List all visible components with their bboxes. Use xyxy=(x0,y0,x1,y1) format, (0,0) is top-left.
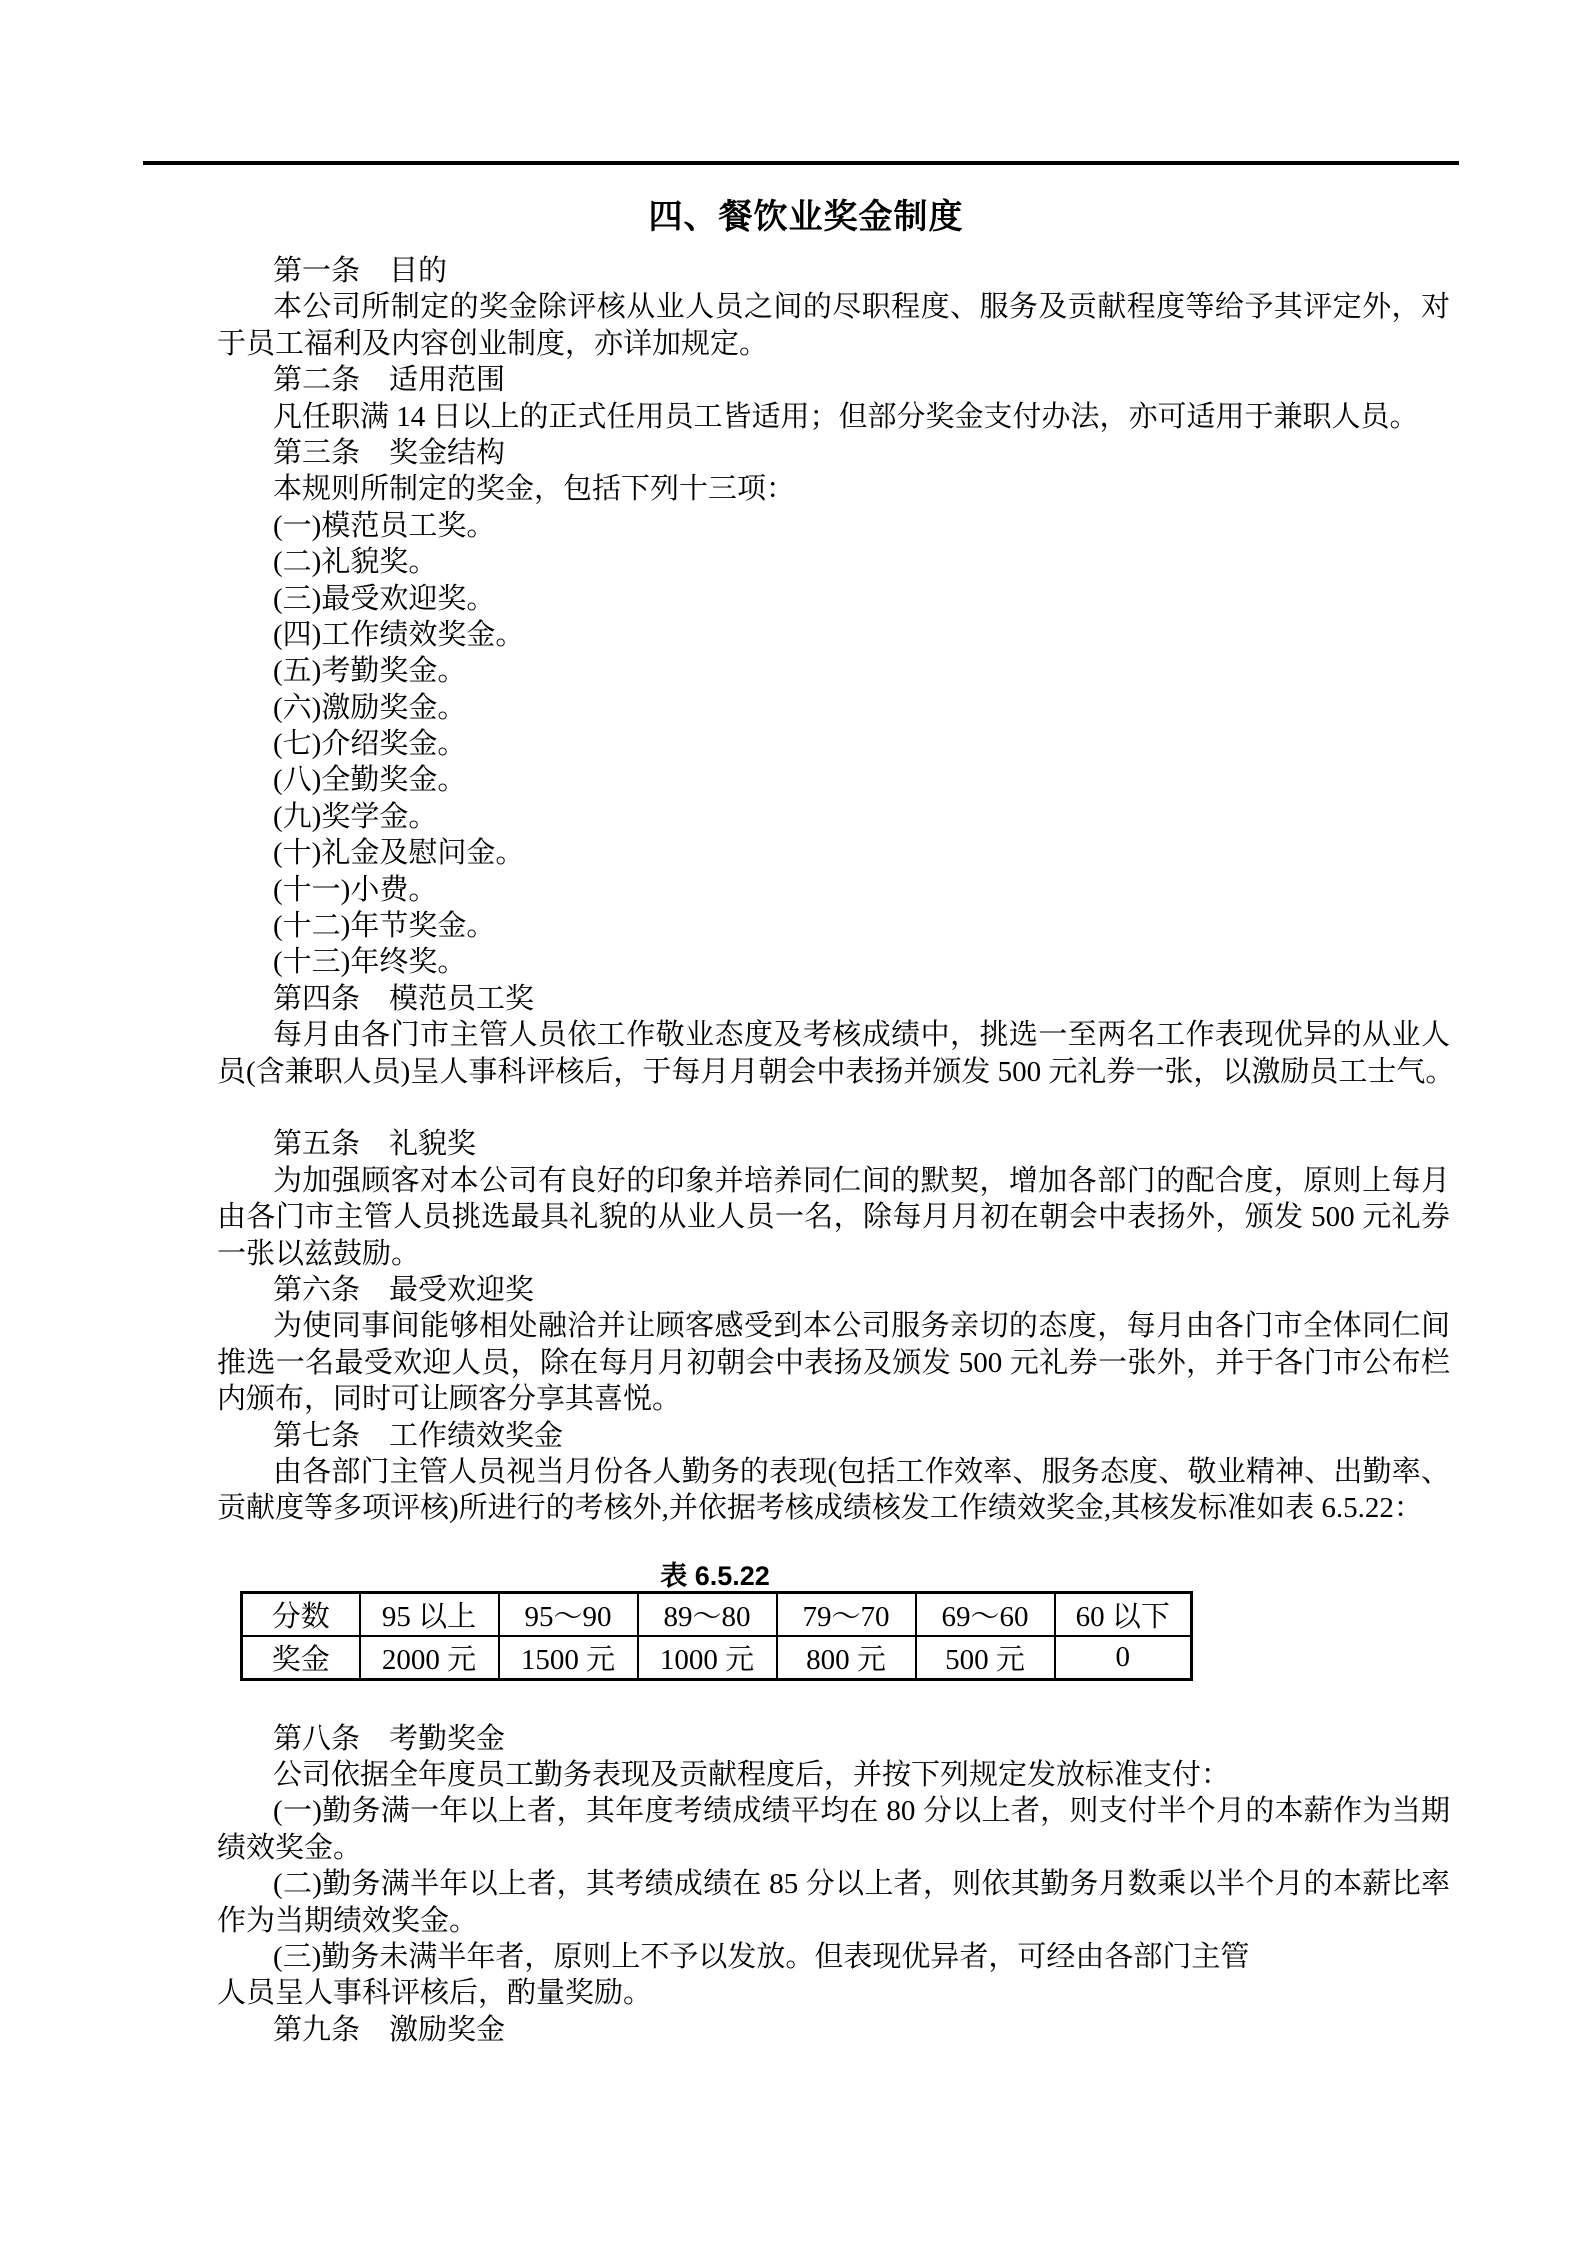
text-line: (二)礼貌奖。 xyxy=(273,546,438,579)
table-cell: 500 元 xyxy=(916,1636,1055,1680)
text-line: (十三)年终奖。 xyxy=(273,946,467,979)
text-line: 为使同事间能够相处融洽并让顾客感受到本公司服务亲切的态度，每月由各门市全体同仁间 xyxy=(273,1310,1450,1343)
text-line: 第六条 最受欢迎奖 xyxy=(273,1273,535,1306)
text-line: 第二条 适用范围 xyxy=(273,364,506,397)
table-cell: 60 以下 xyxy=(1055,1592,1192,1636)
text-line: (七)介绍奖金。 xyxy=(273,728,467,761)
table-cell: 2000 元 xyxy=(360,1636,499,1680)
document-body xyxy=(217,0,1455,2048)
text-line: 凡任职满 14 日以上的正式任用员工皆适用；但部分奖金支付办法，亦可适用于兼职人员。 xyxy=(273,400,1419,433)
text-line: (九)奖学金。 xyxy=(273,800,438,833)
text-line: 于员工福利及内容创业制度，亦详加规定。 xyxy=(217,327,769,360)
text-line: (十)礼金及慰问金。 xyxy=(273,837,525,870)
text-line: 由各门市主管人员挑选最具礼貌的从业人员一名，除每月月初在朝会中表扬外，颁发 500 元礼券 xyxy=(217,1201,1450,1234)
text-line: 绩效奖金。 xyxy=(217,1831,363,1864)
text-line: (一)勤务满一年以上者，其年度考绩成绩平均在 80 分以上者，则支付半个月的本薪作为当期 xyxy=(273,1795,1450,1828)
table-row xyxy=(242,1592,1192,1636)
bonus-standard-table xyxy=(240,1591,1193,1681)
text-line: (十二)年节奖金。 xyxy=(273,910,496,943)
text-line: 由各部门主管人员视当月份各人勤务的表现(包括工作效率、服务态度、敬业精神、出勤率、 xyxy=(273,1455,1450,1488)
table-cell: 1000 元 xyxy=(638,1636,777,1680)
text-line: (六)激励奖金。 xyxy=(273,691,467,724)
text-line: 内颁布，同时可让顾客分享其喜悦。 xyxy=(217,1383,682,1416)
text-line: 第一条 目的 xyxy=(273,255,448,287)
text-line: (十一)小费。 xyxy=(273,873,438,906)
text-line: (五)考勤奖金。 xyxy=(273,655,467,688)
row-header-cell: 奖金 xyxy=(242,1636,360,1680)
table-cell: 1500 元 xyxy=(499,1636,638,1680)
table-cell: 95 以上 xyxy=(360,1592,499,1636)
text-line: (一)模范员工奖。 xyxy=(273,509,496,542)
row-header-cell: 分数 xyxy=(242,1592,360,1636)
body-text-block-2 xyxy=(217,1721,1450,2049)
table-cell: 89～80 xyxy=(638,1592,777,1636)
text-line: 公司依据全年度员工勤务表现及贡献程度后，并按下列规定发放标准支付： xyxy=(273,1759,1231,1792)
document-title: 四、餐饮业奖金制度 xyxy=(648,198,964,236)
table-row xyxy=(242,1636,1192,1680)
text-line: 本公司所制定的奖金除评核从业人员之间的尽职程度、服务及贡献程度等给予其评定外，对 xyxy=(273,291,1450,324)
text-line: (四)工作绩效奖金。 xyxy=(273,618,525,651)
text-line: 第八条 考勤奖金 xyxy=(273,1722,506,1755)
text-line: 本规则所制定的奖金，包括下列十三项： xyxy=(273,473,796,506)
table-cell: 69～60 xyxy=(916,1592,1055,1636)
text-line: 第四条 模范员工奖 xyxy=(273,982,535,1015)
text-line: 员(含兼职人员)呈人事科评核后，于每月月朝会中表扬并颁发 500 元礼券一张，以激励员工士气。 xyxy=(217,1055,1455,1088)
text-line: (三)勤务未满半年者，原则上不予以发放。但表现优异者，可经由各部门主管 xyxy=(273,1941,1250,1974)
blank-line xyxy=(217,1090,1450,1126)
table-cell: 79～70 xyxy=(777,1592,916,1636)
text-line: 第九条 激励奖金 xyxy=(273,2013,506,2046)
text-line: (三)最受欢迎奖。 xyxy=(273,582,496,615)
text-line: (二)勤务满半年以上者，其考绩成绩在 85 分以上者，则依其勤务月数乘以半个月的本薪比率 xyxy=(273,1868,1450,1901)
table-cell: 0 xyxy=(1055,1636,1192,1680)
text-line: 人员呈人事科评核后，酌量奖励。 xyxy=(217,1977,653,2010)
text-line: 第五条 礼貌奖 xyxy=(273,1128,477,1161)
text-line: 作为当期绩效奖金。 xyxy=(217,1904,479,1937)
text-line: 推选一名最受欢迎人员，除在每月月初朝会中表扬及颁发 500 元礼券一张外，并于各门市公布栏 xyxy=(217,1346,1450,1379)
table-cell: 95～90 xyxy=(499,1592,638,1636)
body-text-block xyxy=(217,253,1455,1527)
text-line: (八)全勤奖金。 xyxy=(273,764,467,797)
text-line: 贡献度等多项评核)所进行的考核外,并依据考核成绩核发工作绩效奖金,其核发标准如表 6.5.22： xyxy=(217,1492,1423,1525)
text-line: 一张以兹鼓励。 xyxy=(217,1237,421,1270)
text-line: 第三条 奖金结构 xyxy=(273,436,506,469)
text-line: 第七条 工作绩效奖金 xyxy=(273,1419,564,1452)
table-caption: 表 6.5.22 xyxy=(660,1560,770,1591)
table-cell: 800 元 xyxy=(777,1636,916,1680)
text-line: 每月由各门市主管人员依工作敬业态度及考核成绩中，挑选一至两名工作表现优异的从业人 xyxy=(273,1019,1450,1052)
text-line: 为加强顾客对本公司有良好的印象并培养同仁间的默契，增加各部门的配合度，原则上每月 xyxy=(273,1164,1450,1197)
